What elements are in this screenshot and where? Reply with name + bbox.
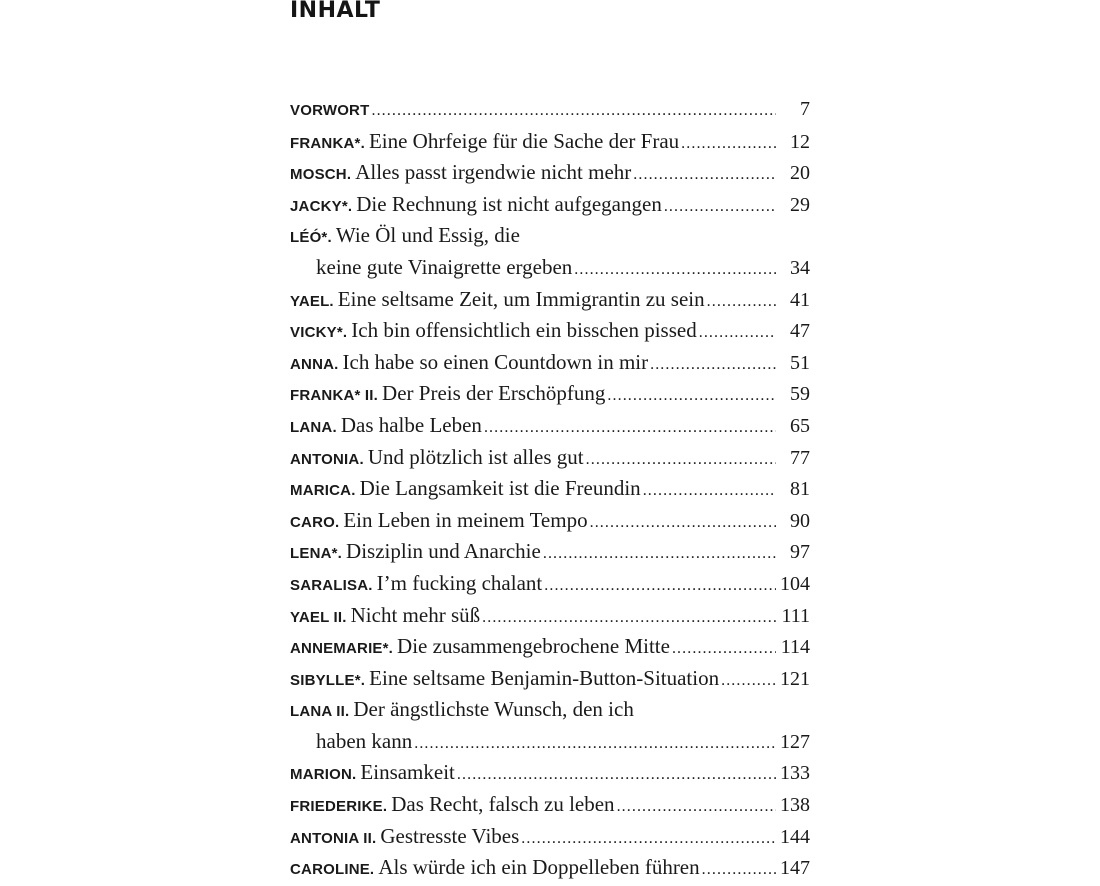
- toc-entry-continuation[interactable]: [290, 726, 810, 758]
- chapter-title: Die Langsamkeit ist die Freundin: [359, 476, 641, 501]
- toc-entry[interactable]: [290, 821, 810, 853]
- chapter-title: Gestresste Vibes: [380, 823, 520, 848]
- dot-leader: [457, 759, 776, 791]
- toc-entry[interactable]: [290, 789, 810, 821]
- chapter-name: LANA II.: [290, 703, 350, 721]
- dot-leader: [371, 95, 776, 127]
- toc-entry[interactable]: [290, 157, 810, 189]
- chapter-name: ANTONIA II.: [290, 829, 377, 847]
- toc-entry[interactable]: [290, 536, 810, 568]
- chapter-name: CARO.: [290, 513, 340, 531]
- dot-leader: [484, 412, 776, 444]
- toc-entry[interactable]: [290, 442, 810, 474]
- page-number: 97: [790, 541, 810, 564]
- chapter-name: JACKY*.: [290, 197, 353, 215]
- page-number: 20: [790, 162, 810, 185]
- chapter-name: CAROLINE.: [290, 861, 375, 879]
- toc-entry[interactable]: [290, 568, 810, 600]
- toc-entry[interactable]: [290, 284, 810, 316]
- page-number: 127: [780, 730, 810, 753]
- page-number: 7: [800, 98, 810, 120]
- page-number: 12: [790, 130, 810, 153]
- chapter-title: Disziplin und Anarchie: [346, 539, 541, 564]
- dot-leader: [607, 380, 776, 412]
- chapter-title: Ich bin offensichtlich ein bisschen pissed: [351, 318, 697, 343]
- chapter-name: ANNEMARIE*.: [290, 640, 394, 658]
- dot-leader: [664, 191, 776, 223]
- toc-entry[interactable]: [290, 126, 810, 158]
- chapter-title: Das Recht, falsch zu leben: [391, 792, 615, 817]
- chapter-name: LÉÓ*.: [290, 229, 332, 247]
- chapter-title: Ich habe so einen Countdown in mir: [342, 349, 649, 374]
- toc-entry[interactable]: [290, 852, 810, 884]
- dot-leader: [681, 128, 776, 160]
- toc-entry[interactable]: [290, 694, 810, 726]
- page-number: 47: [790, 320, 810, 343]
- chapter-name: YAEL.: [290, 292, 334, 310]
- chapter-name: VICKY*.: [290, 324, 348, 342]
- chapter-title: Eine seltsame Benjamin-Button-Situation: [369, 665, 720, 690]
- dot-leader: [707, 286, 776, 318]
- chapter-title: Alles passt irgendwie nicht mehr: [355, 160, 632, 185]
- chapter-title-continuation: keine gute Vinaigrette ergeben: [316, 254, 573, 279]
- page-number: 133: [780, 762, 810, 785]
- page-number: 34: [790, 256, 810, 279]
- chapter-title: Der Preis der Erschöpfung: [382, 381, 606, 406]
- dot-leader: [650, 349, 776, 381]
- page-number: 90: [790, 509, 810, 532]
- chapter-title-continuation: haben kann: [316, 728, 413, 753]
- dot-leader: [590, 507, 776, 539]
- page-number: 114: [780, 636, 810, 659]
- dot-leader: [617, 791, 776, 823]
- chapter-title: Wie Öl und Essig, die: [335, 223, 520, 248]
- chapter-title: Nicht mehr süß: [350, 602, 481, 627]
- page-number: 104: [780, 572, 810, 595]
- dot-leader: [702, 854, 776, 886]
- chapter-name: YAEL II.: [290, 608, 347, 626]
- toc-entry[interactable]: [290, 94, 810, 126]
- chapter-name: SIBYLLE*.: [290, 671, 366, 689]
- toc-entry[interactable]: [290, 473, 810, 505]
- toc-entry[interactable]: [290, 347, 810, 379]
- chapter-name: ANTONIA.: [290, 450, 364, 468]
- chapter-title: Eine seltsame Zeit, um Immigrantin zu sein: [337, 286, 705, 311]
- toc-entry[interactable]: [290, 663, 810, 695]
- dot-leader: [574, 254, 776, 286]
- toc-entry[interactable]: [290, 189, 810, 221]
- toc-entry[interactable]: [290, 505, 810, 537]
- page-number: 81: [790, 478, 810, 501]
- toc-entry[interactable]: [290, 315, 810, 347]
- dot-leader: [544, 570, 776, 602]
- chapter-name: MARION.: [290, 766, 357, 784]
- dot-leader: [721, 665, 776, 697]
- chapter-name: MARICA.: [290, 482, 356, 500]
- chapter-title: Ein Leben in meinem Tempo: [343, 507, 588, 532]
- toc-entry[interactable]: [290, 220, 810, 252]
- page-number: 59: [790, 383, 810, 406]
- chapter-title: Das halbe Leben: [340, 412, 482, 437]
- toc-entry[interactable]: [290, 600, 810, 632]
- dot-leader: [543, 538, 776, 570]
- toc-entry[interactable]: [290, 631, 810, 663]
- chapter-name: FRANKA*.: [290, 134, 365, 152]
- dot-leader: [414, 728, 776, 760]
- page-title: INHALT: [290, 0, 381, 23]
- dot-leader: [699, 317, 776, 349]
- dot-leader: [672, 633, 776, 665]
- page-number: 144: [780, 825, 810, 848]
- dot-leader: [633, 159, 776, 191]
- chapter-name: MOSCH.: [290, 166, 352, 184]
- chapter-title: Der ängstlichste Wunsch, den ich: [353, 697, 634, 722]
- dot-leader: [521, 823, 776, 855]
- chapter-name: LANA.: [290, 418, 337, 436]
- page-number: 111: [781, 604, 810, 627]
- chapter-title: I’m fucking chalant: [376, 570, 543, 595]
- table-of-contents: [290, 94, 810, 884]
- page-number: 41: [790, 288, 810, 311]
- page-number: 51: [790, 351, 810, 374]
- chapter-title: Die Rechnung ist nicht aufgegangen: [356, 191, 662, 216]
- page-number: 65: [790, 414, 810, 437]
- dot-leader: [482, 602, 776, 634]
- chapter-title: Die zusammengebrochene Mitte: [397, 634, 670, 659]
- chapter-title: Eine Ohrfeige für die Sache der Frau: [368, 128, 680, 153]
- page-number: 138: [780, 794, 810, 817]
- dot-leader: [586, 444, 776, 476]
- chapter-name: FRANKA* II.: [290, 387, 379, 405]
- page-number: 121: [780, 667, 810, 690]
- chapter-title: Einsamkeit: [360, 760, 455, 785]
- chapter-name: VORWORT: [290, 102, 370, 119]
- chapter-title: Und plötzlich ist alles gut: [367, 444, 584, 469]
- toc-entry[interactable]: [290, 410, 810, 442]
- chapter-name: SARALISA.: [290, 576, 373, 594]
- chapter-title: Als würde ich ein Doppelleben führen: [378, 855, 700, 880]
- chapter-name: FRIEDERIKE.: [290, 798, 388, 816]
- page-number: 77: [790, 446, 810, 469]
- dot-leader: [643, 475, 776, 507]
- toc-entry[interactable]: [290, 378, 810, 410]
- page-number: 29: [790, 193, 810, 216]
- page-number: 147: [780, 857, 810, 880]
- toc-entry[interactable]: [290, 757, 810, 789]
- chapter-name: LENA*.: [290, 545, 343, 563]
- toc-entry-continuation[interactable]: [290, 252, 810, 284]
- chapter-name: ANNA.: [290, 355, 339, 373]
